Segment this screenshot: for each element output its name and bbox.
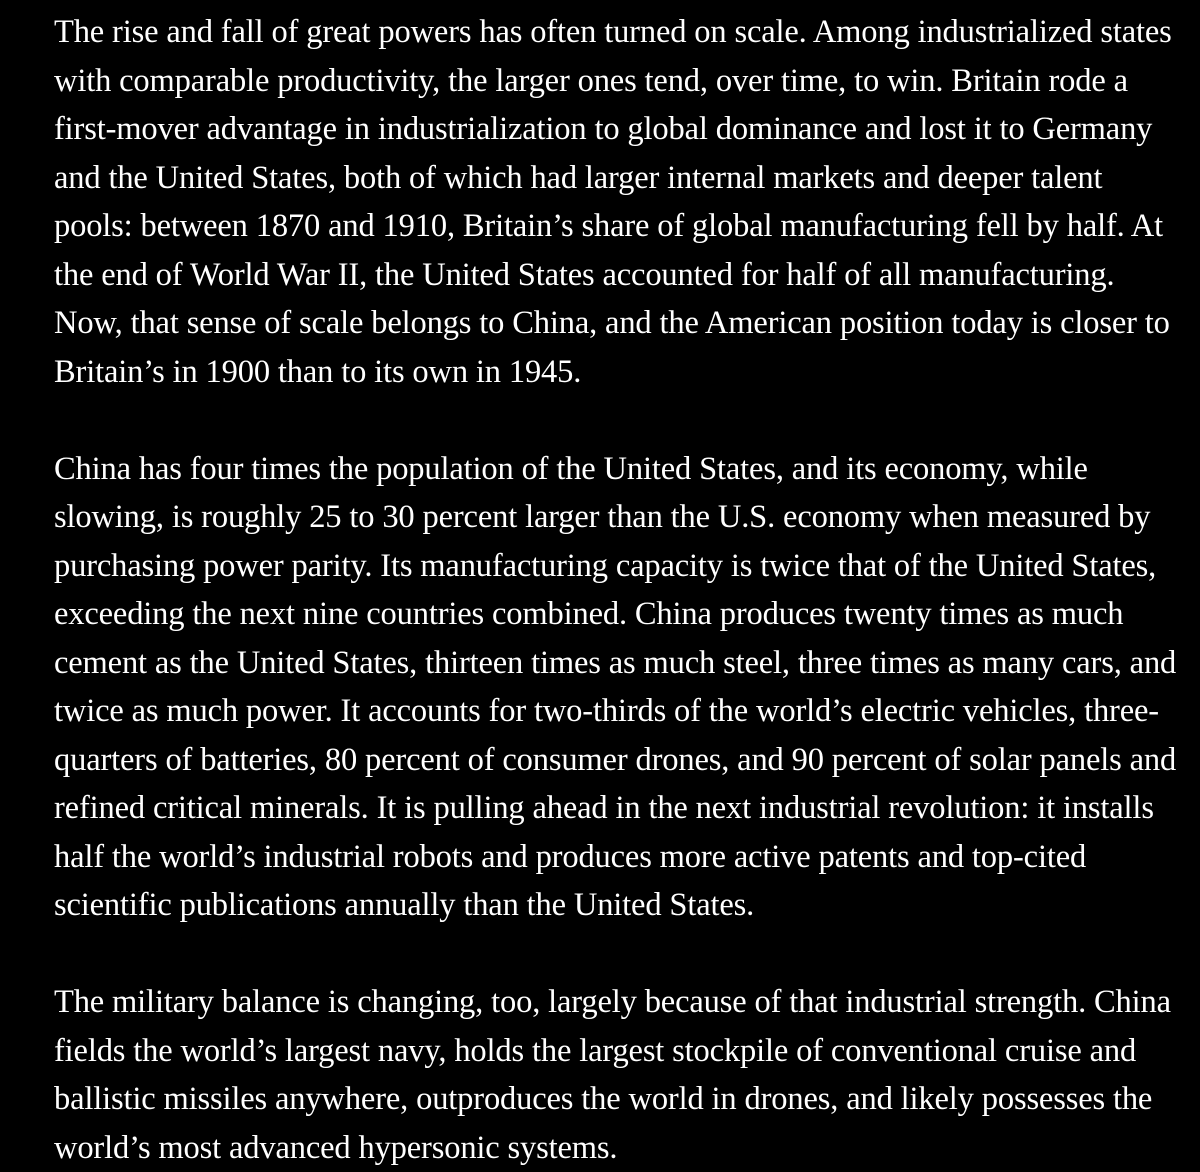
text-line: pools: between 1870 and 1910, Britain’s share of global manufacturing fell by half. At: [54, 202, 1179, 251]
text-line: quarters of batteries, 80 percent of consumer drones, and 90 percent of solar panels and: [54, 736, 1179, 785]
paragraph-military-balance: [54, 978, 1179, 1172]
text-line: scientific publications annually than the United States.: [54, 881, 1179, 930]
text-line: half the world’s industrial robots and produces more active patents and top-cited: [54, 833, 1179, 882]
article-body: [54, 8, 1179, 1172]
text-line: Britain’s in 1900 than to its own in 1945.: [54, 348, 1179, 397]
text-line: slowing, is roughly 25 to 30 percent larger than the U.S. economy when measured by: [54, 493, 1179, 542]
text-line: China has four times the population of the United States, and its economy, while: [54, 445, 1179, 494]
text-line: purchasing power parity. Its manufacturing capacity is twice that of the United States,: [54, 542, 1179, 591]
text-line: fields the world’s largest navy, holds the largest stockpile of conventional cruise and: [54, 1027, 1179, 1076]
text-line: refined critical minerals. It is pulling ahead in the next industrial revolution: it installs: [54, 784, 1179, 833]
text-line: The military balance is changing, too, largely because of that industrial strength. China: [54, 978, 1179, 1027]
paragraph-scale-history: [54, 8, 1179, 396]
text-line: and the United States, both of which had larger internal markets and deeper talent: [54, 154, 1179, 203]
text-line: first-mover advantage in industrialization to global dominance and lost it to Germany: [54, 105, 1179, 154]
text-line: The rise and fall of great powers has often turned on scale. Among industrialized states: [54, 8, 1179, 57]
text-line: cement as the United States, thirteen times as much steel, three times as many cars, and: [54, 639, 1179, 688]
paragraph-china-economy: [54, 445, 1179, 930]
text-line: Now, that sense of scale belongs to China, and the American position today is closer to: [54, 299, 1179, 348]
text-line: world’s most advanced hypersonic systems.: [54, 1124, 1179, 1172]
text-line: exceeding the next nine countries combined. China produces twenty times as much: [54, 590, 1179, 639]
text-line: ballistic missiles anywhere, outproduces the world in drones, and likely possesses the: [54, 1075, 1179, 1124]
text-line: twice as much power. It accounts for two-thirds of the world’s electric vehicles, three-: [54, 687, 1179, 736]
text-line: with comparable productivity, the larger ones tend, over time, to win. Britain rode a: [54, 57, 1179, 106]
text-line: the end of World War II, the United States accounted for half of all manufacturing.: [54, 251, 1179, 300]
